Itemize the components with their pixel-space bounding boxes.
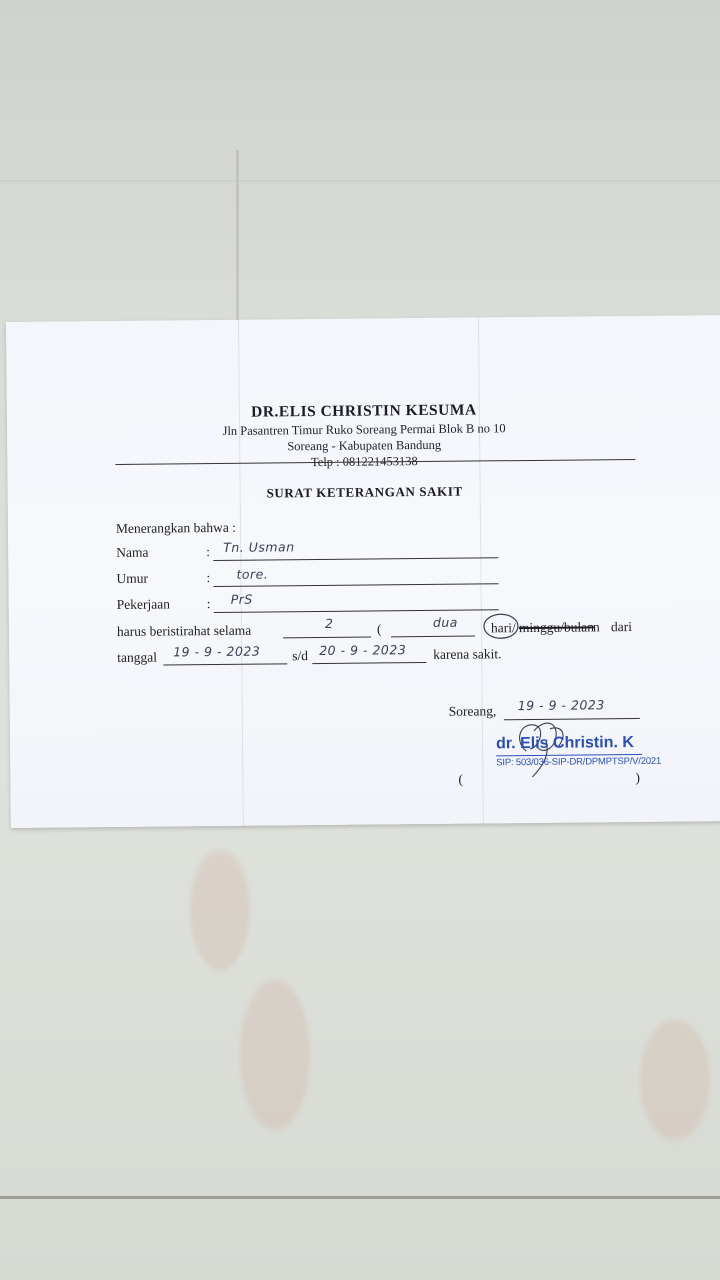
tile-seam (236, 150, 239, 325)
field-label-job: Pekerjaan (116, 596, 171, 612)
clinic-city: Soreang - Kabupaten Bandung (287, 437, 442, 454)
field-underline (214, 609, 499, 613)
field-sep: : (206, 544, 211, 560)
paper-fold (478, 317, 484, 823)
tile-seam (0, 180, 720, 182)
field-value-age: tore. (236, 566, 269, 582)
field-sep: : (206, 570, 211, 586)
rest-days-words-underline (391, 636, 475, 638)
field-underline (214, 583, 499, 587)
reason-text: karena sakit. (433, 646, 502, 662)
rest-days-number: 2 (324, 615, 334, 631)
date-from: 19 - 9 - 2023 (173, 643, 261, 660)
unit-suffix: n (592, 619, 600, 635)
doctor-stamp-sip: SIP: 503/036-SIP-DR/DPMPTSP/V/2021 (496, 755, 662, 769)
wall-stain (640, 1020, 710, 1140)
rest-days-underline (283, 637, 371, 639)
rest-days-words: dua (432, 614, 459, 630)
tanggal-label: tanggal (117, 649, 158, 665)
document-title: SURAT KETERANGAN SAKIT (266, 483, 463, 501)
signature-date: 19 - 9 - 2023 (517, 697, 605, 714)
wall-stain (190, 850, 250, 970)
signature-place: Soreang, (448, 703, 497, 719)
date-to: 20 - 9 - 2023 (319, 642, 407, 659)
doctor-stamp-name: dr. Elis Christin. K (495, 733, 634, 753)
field-sep: : (206, 596, 211, 612)
date-to-underline (312, 662, 426, 664)
sd-label: s/d (292, 648, 309, 664)
unit-hari: hari/ (490, 620, 516, 636)
field-underline (213, 557, 498, 561)
open-paren: ( (376, 621, 382, 637)
dari-text: dari (610, 619, 633, 635)
tile-seam (0, 1196, 720, 1199)
signature-paren-open: ( (458, 771, 463, 787)
rest-text: harus beristirahat selama (116, 622, 252, 639)
field-label-name: Nama (116, 544, 149, 560)
doctor-name: DR.ELIS CHRISTIN KESUMA (251, 401, 477, 421)
field-label-age: Umur (116, 570, 149, 586)
field-value-job: PrS (230, 591, 253, 607)
field-value-name: Tn. Usman (223, 539, 295, 555)
clinic-address: Jln Pasantren Timur Ruko Soreang Permai Blok B no 10 (222, 421, 506, 438)
wall-stain (240, 980, 310, 1130)
date-from-underline (163, 663, 287, 665)
unit-minggu-bulan: minggu/bulan (518, 619, 595, 636)
intro-text: Menerangkan bahwa : (115, 519, 237, 536)
signature-paren-close: ) (635, 769, 640, 785)
sick-leave-letter (6, 315, 720, 828)
